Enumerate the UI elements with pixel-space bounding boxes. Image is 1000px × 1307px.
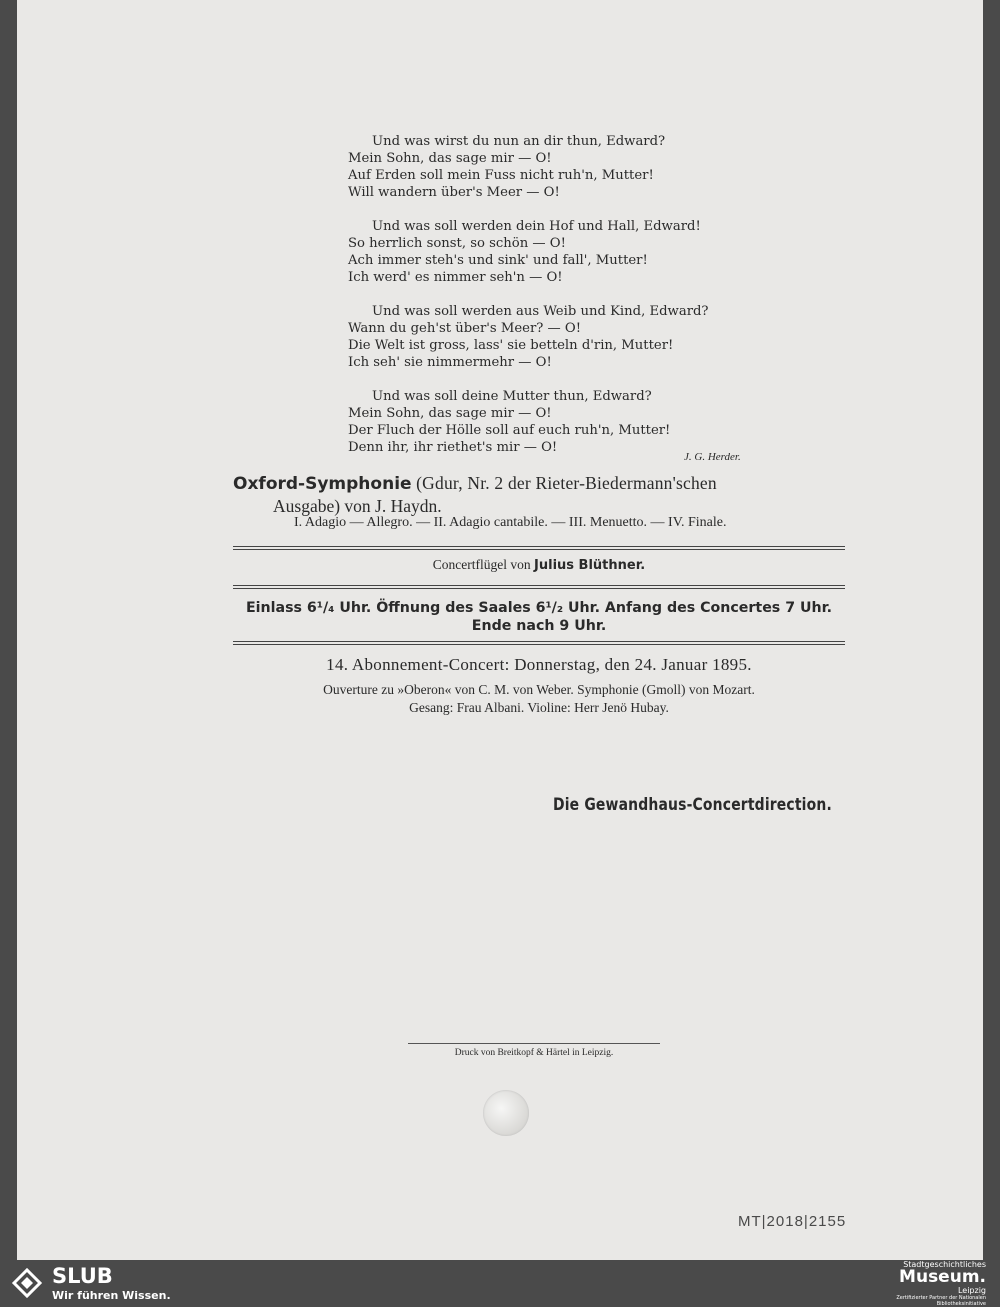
poem-line: Ach immer steh's und sink' und fall', Mutter! <box>348 253 648 268</box>
poem-stanza <box>348 388 788 456</box>
divider <box>233 546 845 550</box>
museum-logo <box>846 1260 986 1307</box>
embossed-stamp <box>483 1090 529 1136</box>
printer-imprint: Druck von Breitkopf & Härtel in Leipzig. <box>454 1048 614 1058</box>
museum-note: Zertifizierter Partner der Nationalen Bibliotheksinitiative <box>896 1295 986 1307</box>
poem-author: J. G. Herder. <box>684 451 741 463</box>
poem-line: Und was soll werden dein Hof und Hall, Edward! <box>372 219 701 234</box>
poem-stanza <box>348 218 788 286</box>
poem-line: Und was soll werden aus Weib und Kind, Edward? <box>372 304 709 319</box>
poem-line: Und was soll deine Mutter thun, Edward? <box>372 389 652 404</box>
museum-top: Stadtgeschichtliches <box>903 1260 986 1269</box>
piano-maker: Julius Blüthner. <box>534 558 646 573</box>
divider <box>408 1043 660 1044</box>
program-line: Ouverture zu »Oberon« von C. M. von Weber. Symphonie (Gmoll) von Mozart. <box>323 682 755 697</box>
poem-line: Die Welt ist gross, lass' sie betteln d'rin, Mutter! <box>348 338 674 353</box>
museum-city: Leipzig <box>957 1286 986 1295</box>
times-line: Einlass 6¹/₄ Uhr. Öffnung des Saales 6¹/₂ Uhr. Anfang des Concertes 7 Uhr. <box>245 600 832 616</box>
poem-stanza <box>348 303 788 371</box>
poem-line: Der Fluch der Hölle soll auf euch ruh'n, Mutter! <box>348 423 671 438</box>
work-title: Oxford-Symphonie <box>233 474 412 494</box>
work-heading <box>233 472 853 517</box>
piano-credit <box>233 557 845 573</box>
work-details: (Gdur, Nr. 2 der Rieter-Biedermann'schen <box>411 473 717 493</box>
piano-prefix: Concertflügel von <box>432 557 535 572</box>
concert-times <box>233 599 845 635</box>
footer-bar <box>0 1260 1000 1306</box>
museum-name: Museum. <box>899 1267 986 1287</box>
poem-line: Ich seh' sie nimmermehr — O! <box>348 355 552 370</box>
signature: Die Gewandhaus-Concertdirection. <box>553 795 832 815</box>
work-movements: I. Adagio — Allegro. — II. Adagio cantabile. — III. Menuetto. — IV. Finale. <box>294 515 727 530</box>
shelfmark: MT|2018|2155 <box>738 1213 847 1230</box>
poem-line: Denn ihr, ihr riethet's mir — O! <box>348 440 558 455</box>
slub-tagline: Wir führen Wissen. <box>52 1289 171 1302</box>
slub-logo-icon <box>12 1268 42 1298</box>
times-line: Ende nach 9 Uhr. <box>471 618 607 634</box>
divider <box>233 585 845 589</box>
next-concert-heading: 14. Abonnement-Concert: Donnerstag, den 24. Januar 1895. <box>326 655 752 674</box>
poem-line: Und was wirst du nun an dir thun, Edward? <box>372 134 666 149</box>
poem-line: Will wandern über's Meer — O! <box>348 185 560 200</box>
poem-line: Wann du geh'st über's Meer? — O! <box>348 321 581 336</box>
slub-name: SLUB <box>52 1264 113 1288</box>
poem <box>348 133 788 473</box>
next-concert-program <box>233 681 845 717</box>
poem-line: Mein Sohn, das sage mir — O! <box>348 406 552 421</box>
divider <box>233 641 845 645</box>
program-line: Gesang: Frau Albani. Violine: Herr Jenö Hubay. <box>409 700 669 715</box>
poem-stanza <box>348 133 788 201</box>
work-details-line2: Ausgabe) von J. Haydn. <box>273 496 442 516</box>
poem-line: Ich werd' es nimmer seh'n — O! <box>348 270 563 285</box>
poem-line: So herrlich sonst, so schön — O! <box>348 236 566 251</box>
poem-line: Mein Sohn, das sage mir — O! <box>348 151 552 166</box>
poem-line: Auf Erden soll mein Fuss nicht ruh'n, Mutter! <box>348 168 654 183</box>
